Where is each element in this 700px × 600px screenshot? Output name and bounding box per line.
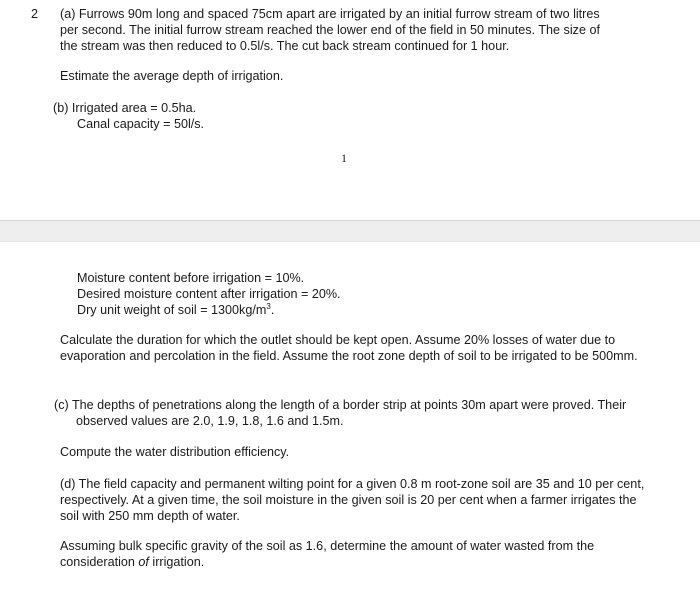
page-number: 1	[341, 151, 347, 165]
question-number: 2	[31, 7, 39, 21]
part-b-data-line: Moisture content before irrigation = 10%.	[77, 271, 305, 285]
part-b-line: Canal capacity = 50l/s.	[77, 117, 205, 131]
part-b-task: Calculate the duration for which the outlet should be kept open. Assume 20% losses of water due to evaporation and percolation in the field. Assume the root zone depth of soil to be irrigated to be 500mm.	[60, 333, 638, 363]
part-b-data-line	[77, 302, 341, 318]
part-a-line: the stream was then reduced to 0.5l/s. The cut back stream continued for 1 hour.	[60, 39, 510, 53]
part-d-task-lead: Assuming bulk specific gravity of the soil as 1.6, determine the amount of water wasted from the consideration	[60, 539, 595, 569]
part-a-line: (a) Furrows 90m long and spaced 75cm apart are irrigated by an initial furrow stream of two litres	[60, 7, 600, 21]
part-b-data-line: Desired moisture content after irrigation = 20%.	[77, 287, 341, 301]
part-c-task: Compute the water distribution efficiency.	[60, 445, 290, 459]
part-a-statement	[60, 6, 660, 54]
part-b-givens	[53, 100, 204, 132]
part-d-task-of: of	[138, 555, 149, 569]
part-d-task	[60, 538, 658, 570]
dry-unit-weight-text: Dry unit weight of soil = 1300kg/m	[77, 303, 267, 317]
unit-suffix: .	[270, 303, 275, 317]
part-a-line: per second. The initial furrow stream reached the lower end of the field in 50 minutes. The size of	[60, 23, 600, 37]
part-d-task-tail: irrigation.	[148, 555, 205, 569]
part-b-line: (b) Irrigated area = 0.5ha.	[53, 101, 197, 115]
unit-superscript: 3	[266, 301, 271, 311]
part-a-task: Estimate the average depth of irrigation.	[60, 69, 284, 83]
page-break-divider	[0, 220, 700, 242]
part-d-statement: (d) The field capacity and permanent wilting point for a given 0.8 m root-zone soil are 35 and 10 per cent, respectively. At a given time, the soil moisture in the given soil is 20 per cent when a farmer irrigates the soil with 250 mm depth of water.	[60, 477, 645, 523]
part-c-statement: (c) The depths of penetrations along the length of a border strip at points 30m apart were proved. Their observed values are 2.0, 1.9, 1.8, 1.6 and 1.5m.	[54, 398, 627, 428]
part-b-data	[77, 270, 341, 318]
